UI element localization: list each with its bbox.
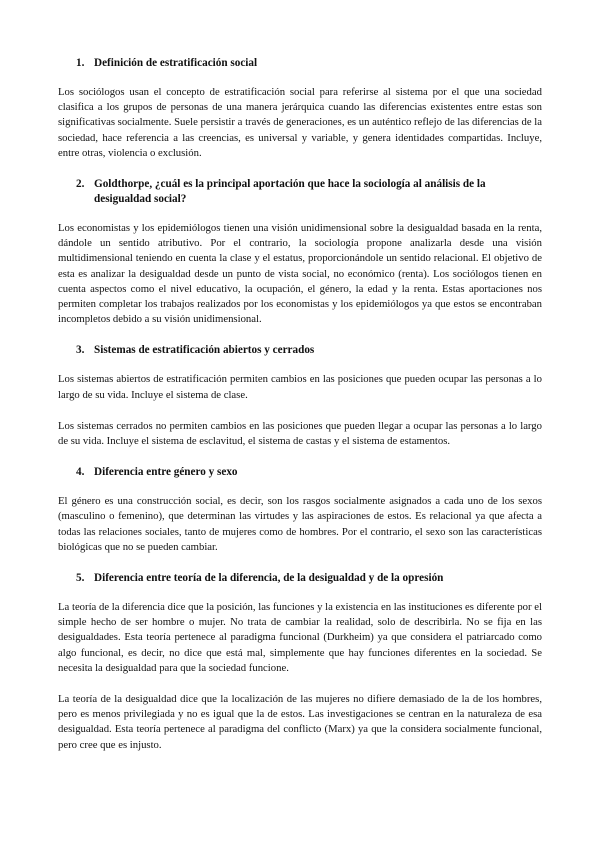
section-4-paragraph-1: El género es una construcción social, es decir, son los rasgos socialmente asignados a cada uno de los sexos (masculino o femenino), que determinan las virtudes y las aspiraciones de estos. Es relacional ya que afecta a todas las relaciones sociales, tanto de mujeres como de hombres. Por el contrario, el sexo son las características biológicas que no se pueden cambiar. bbox=[58, 495, 542, 553]
section-2-title: Goldthorpe, ¿cuál es la principal aportación que hace la sociología al análisis de la desigualdad social? bbox=[94, 178, 486, 206]
section-1-number: 1. bbox=[76, 57, 85, 69]
section-4-number: 4. bbox=[76, 466, 85, 479]
section-4-heading bbox=[76, 465, 542, 480]
section-3-paragraph-1: Los sistemas abiertos de estratificación permiten cambios en las posiciones que pueden ocupar las personas a lo largo de su vida. Incluye el sistema de clase. bbox=[58, 373, 542, 401]
section-1-title: Definición de estratificación social bbox=[94, 57, 258, 69]
section-1-paragraph-1: Los sociólogos usan el concepto de estratificación social para referirse al sistema por el que una sociedad clasifica a los grupos de personas de una manera jerárquica cuando las diferencias existentes entre estas son significativas socialmente. Suele persistir a través de generaciones, es un auténtico reflejo de las diferencias de la sociedad, hace referencia a las creencias, es universal y variable, y genera identidades compartidas. Incluye, entre otras, violencia o exclusión. bbox=[58, 86, 542, 159]
section-2-number: 2. bbox=[76, 178, 85, 191]
section-2-heading bbox=[76, 177, 542, 207]
section-3-number: 3. bbox=[76, 344, 85, 357]
section-3-paragraph-2: Los sistemas cerrados no permiten cambios en las posiciones que pueden llegar a ocupar las personas a lo largo de su vida. Incluye el sistema de esclavitud, el sistema de castas y el sistema de estamentos. bbox=[58, 419, 542, 448]
section-5-paragraph-2: La teoría de la desigualdad dice que la localización de las mujeres no difiere demasiado de la de los hombres, pero es menos privilegiada y no es igual que la de estos. Las investigaciones se centran en la naturaleza de esa desigualdad. Esta teoría pertenece al paradigma del conflicto (Marx) ya que la considera socialmente funcional, pero cree que es injusto. bbox=[58, 693, 542, 751]
section-5-heading bbox=[76, 571, 542, 586]
section-4-title: Diferencia entre género y sexo bbox=[94, 466, 238, 479]
section-5-paragraph-1: La teoría de la diferencia dice que la posición, las funciones y la existencia en las instituciones es diferente por el simple hecho de ser hombre o mujer. No trata de cambiar la realidad, solo de describirla. No se fija en las desigualdades. Esta teoría pertenece al paradigma funcional (Durkheim) ya que considera el patriarcado como algo funcional, es decir, no dice que está mal, simplemente que hay funciones diferentes en la sociedad. Se necesita la desigualdad para que la sociedad funcione. bbox=[58, 601, 542, 674]
section-1-heading bbox=[76, 56, 542, 71]
section-3-heading bbox=[76, 343, 542, 358]
section-2-paragraph-1: Los economistas y los epidemiólogos tienen una visión unidimensional sobre la desigualdad basada en la renta, dándole un sentido atributivo. Por el contrario, la sociología propone analizarla desde una visión multidimensional teniendo en cuenta la clase y el estatus, proporcionándole un sentido relacional. El objetivo de esta es analizar la desigualdad desde un punto de vista social, no económico (renta). Los sociólogos tienen en cuenta aspectos como el nivel educativo, la ocupación, el género, la edad y la renta. Estas aportaciones nos permiten completar los trabajos realizados por los economistas y los epidemiólogos ya que estos se encontraban incompletos debido a su visión unidimensional. bbox=[58, 222, 542, 326]
section-3-title: Sistemas de estratificación abiertos y cerrados bbox=[94, 344, 315, 357]
section-5-title: Diferencia entre teoría de la diferencia, de la desigualdad y de la opresión bbox=[94, 572, 444, 585]
section-5-number: 5. bbox=[76, 572, 85, 585]
